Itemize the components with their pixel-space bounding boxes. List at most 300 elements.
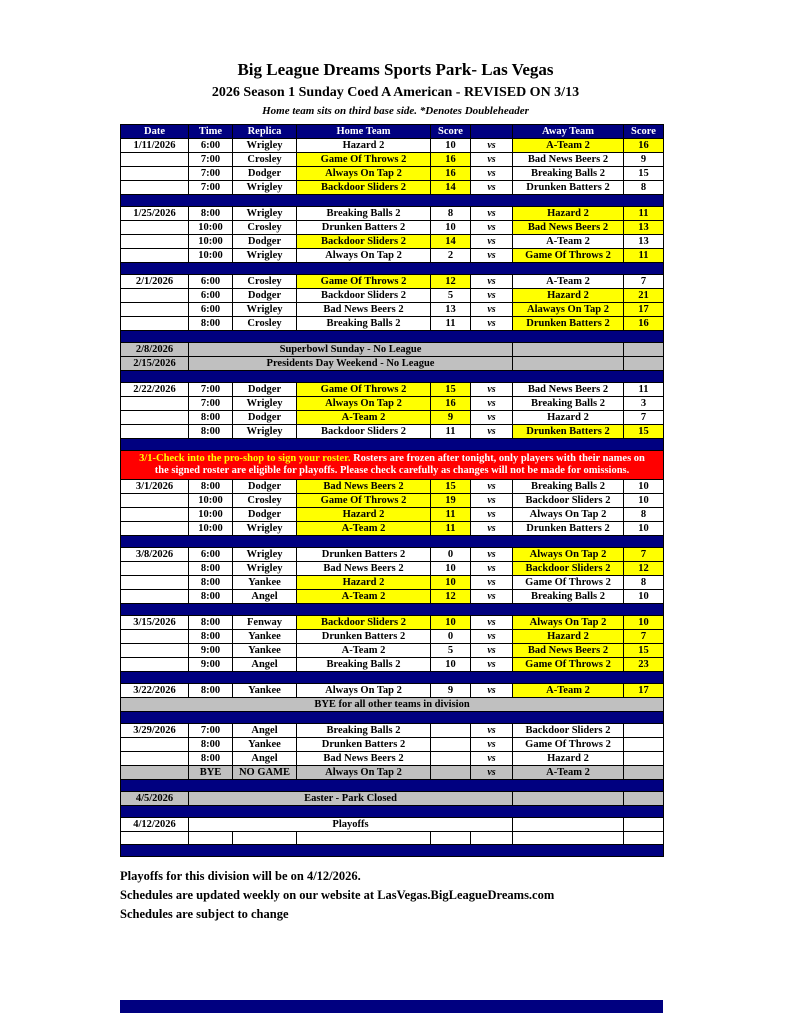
vs-cell: vs [471, 562, 513, 576]
time-cell: 8:00 [189, 630, 233, 644]
time-cell: 6:00 [189, 548, 233, 562]
game-row [121, 562, 664, 576]
date-cell: 1/11/2026 [121, 139, 189, 153]
home-score-cell [431, 832, 471, 845]
notice_full-row [121, 698, 664, 712]
date-cell: 3/1/2026 [121, 480, 189, 494]
date-cell [121, 181, 189, 195]
separator-bar [121, 845, 664, 857]
away-team-cell: Breaking Balls 2 [513, 397, 624, 411]
replica-cell: Yankee [233, 684, 297, 698]
header-away-score: Score [624, 125, 664, 139]
vs-cell: vs [471, 616, 513, 630]
game-row [121, 235, 664, 249]
game-row [121, 630, 664, 644]
away-score-cell: 17 [624, 303, 664, 317]
away-score-cell: 15 [624, 425, 664, 439]
date-cell: 2/22/2026 [121, 383, 189, 397]
home-team-cell: A-Team 2 [297, 411, 431, 425]
away-score-cell: 11 [624, 249, 664, 263]
away-team-cell: Bad News Beers 2 [513, 644, 624, 658]
home-score-cell: 11 [431, 425, 471, 439]
date-cell [121, 249, 189, 263]
vs-cell: vs [471, 249, 513, 263]
away-team-cell: A-Team 2 [513, 684, 624, 698]
away-score-cell: 10 [624, 616, 664, 630]
home-team-cell: Drunken Batters 2 [297, 548, 431, 562]
vs-cell: vs [471, 167, 513, 181]
home-team-cell: Drunken Batters 2 [297, 221, 431, 235]
away-score-cell: 7 [624, 411, 664, 425]
time-cell: 7:00 [189, 153, 233, 167]
home-score-cell: 8 [431, 207, 471, 221]
home-score-cell [431, 724, 471, 738]
separator-row [121, 712, 664, 724]
home-team-cell: Hazard 2 [297, 508, 431, 522]
away-score-cell: 13 [624, 235, 664, 249]
date-cell: 2/15/2026 [121, 357, 189, 371]
alert-highlight-text: 3/1-Check into the pro-shop to sign your roster. [139, 453, 354, 464]
notice-row [121, 818, 664, 832]
replica-cell: Crosley [233, 275, 297, 289]
header-home-score: Score [431, 125, 471, 139]
home-team-cell: Bad News Beers 2 [297, 752, 431, 766]
separator-bar [121, 536, 664, 548]
vs-cell: vs [471, 494, 513, 508]
away-score-cell: 8 [624, 508, 664, 522]
header-time: Time [189, 125, 233, 139]
away-team-cell: A-Team 2 [513, 235, 624, 249]
game-row [121, 766, 664, 780]
away-score-cell: 10 [624, 522, 664, 536]
time-cell: 8:00 [189, 616, 233, 630]
time-cell: 8:00 [189, 684, 233, 698]
home-score-cell: 13 [431, 303, 471, 317]
date-cell [121, 508, 189, 522]
replica-cell: Crosley [233, 153, 297, 167]
away-team-cell [513, 357, 624, 371]
table-header-row [121, 125, 664, 139]
date-cell [121, 630, 189, 644]
date-cell: 2/8/2026 [121, 343, 189, 357]
away-score-cell: 15 [624, 167, 664, 181]
vs-cell: vs [471, 724, 513, 738]
home-team-cell: Backdoor Sliders 2 [297, 289, 431, 303]
replica-cell: Yankee [233, 630, 297, 644]
home-team-cell: Always On Tap 2 [297, 766, 431, 780]
home-score-cell: 10 [431, 139, 471, 153]
date-cell [121, 590, 189, 604]
replica-cell: Wrigley [233, 249, 297, 263]
replica-cell: Wrigley [233, 303, 297, 317]
date-cell [121, 832, 189, 845]
vs-cell: vs [471, 576, 513, 590]
vs-cell: vs [471, 303, 513, 317]
away-score-cell: 3 [624, 397, 664, 411]
away-team-cell [513, 792, 624, 806]
game-row [121, 317, 664, 331]
home-team-cell: Backdoor Sliders 2 [297, 425, 431, 439]
vs-cell: vs [471, 684, 513, 698]
game-row [121, 181, 664, 195]
home-team-cell: Backdoor Sliders 2 [297, 616, 431, 630]
away-score-cell: 10 [624, 480, 664, 494]
away-team-cell: Game Of Throws 2 [513, 658, 624, 672]
home-score-cell: 15 [431, 480, 471, 494]
separator-row [121, 371, 664, 383]
home-team-cell: Bad News Beers 2 [297, 562, 431, 576]
replica-cell: Dodger [233, 289, 297, 303]
date-cell [121, 752, 189, 766]
time-cell: 6:00 [189, 303, 233, 317]
alert-body-text: Rosters are frozen after tonight, only players with their names on the signed roster are eligible for playoffs. Please check carefully as changes will not be made for omissions. [154, 453, 645, 476]
vs-cell: vs [471, 153, 513, 167]
replica-cell: Wrigley [233, 207, 297, 221]
home-score-cell: 11 [431, 508, 471, 522]
date-cell [121, 221, 189, 235]
notice-text-cell: BYE for all other teams in division [121, 698, 664, 712]
home-score-cell: 10 [431, 562, 471, 576]
home-team-cell: Breaking Balls 2 [297, 658, 431, 672]
replica-cell: Fenway [233, 616, 297, 630]
away-score-cell: 10 [624, 590, 664, 604]
away-team-cell: A-Team 2 [513, 139, 624, 153]
home-team-cell: Game Of Throws 2 [297, 153, 431, 167]
home-team-cell: Breaking Balls 2 [297, 207, 431, 221]
away-team-cell: Drunken Batters 2 [513, 317, 624, 331]
separator-row [121, 672, 664, 684]
vs-cell: vs [471, 411, 513, 425]
vs-cell: vs [471, 397, 513, 411]
date-cell [121, 562, 189, 576]
away-score-cell: 21 [624, 289, 664, 303]
away-score-cell: 7 [624, 275, 664, 289]
game-row [121, 494, 664, 508]
date-cell: 3/8/2026 [121, 548, 189, 562]
away-score-cell: 10 [624, 494, 664, 508]
home-team-cell: Bad News Beers 2 [297, 480, 431, 494]
header-vs [471, 125, 513, 139]
replica-cell: Dodger [233, 167, 297, 181]
replica-cell: Dodger [233, 480, 297, 494]
home-team-cell: Game Of Throws 2 [297, 275, 431, 289]
notice-text-cell: Presidents Day Weekend - No League [189, 357, 513, 371]
time-cell: 6:00 [189, 275, 233, 289]
game-row [121, 289, 664, 303]
alert-cell [121, 451, 664, 480]
away-team-cell [513, 818, 624, 832]
away-team-cell: Always On Tap 2 [513, 548, 624, 562]
time-cell: 8:00 [189, 576, 233, 590]
date-cell [121, 576, 189, 590]
away-team-cell: Backdoor Sliders 2 [513, 562, 624, 576]
schedule-table [120, 124, 664, 857]
away-team-cell: Game Of Throws 2 [513, 576, 624, 590]
home-score-cell: 10 [431, 221, 471, 235]
home-score-cell: 11 [431, 522, 471, 536]
separator-bar [121, 806, 664, 818]
page-subtitle: 2026 Season 1 Sunday Coed A American - REVISED ON 3/13 [211, 85, 580, 100]
away-score-cell: 16 [624, 317, 664, 331]
away-team-cell: Hazard 2 [513, 752, 624, 766]
away-score-cell: 7 [624, 630, 664, 644]
away-score-cell [624, 724, 664, 738]
vs-cell: vs [471, 181, 513, 195]
date-cell [121, 494, 189, 508]
vs-cell: vs [471, 644, 513, 658]
away-team-cell: Always On Tap 2 [513, 616, 624, 630]
home-score-cell: 14 [431, 181, 471, 195]
away-team-cell: Drunken Batters 2 [513, 181, 624, 195]
time-cell: 6:00 [189, 289, 233, 303]
game-row [121, 383, 664, 397]
separator-bar [121, 331, 664, 343]
away-team-cell: Breaking Balls 2 [513, 167, 624, 181]
game-row [121, 397, 664, 411]
date-cell: 2/1/2026 [121, 275, 189, 289]
date-cell [121, 766, 189, 780]
time-cell: 8:00 [189, 207, 233, 221]
date-cell [121, 522, 189, 536]
header-away-team: Away Team [513, 125, 624, 139]
vs-cell: vs [471, 383, 513, 397]
home-team-cell: Always On Tap 2 [297, 167, 431, 181]
date-cell: 1/25/2026 [121, 207, 189, 221]
time-cell: BYE [189, 766, 233, 780]
away-team-cell: Hazard 2 [513, 411, 624, 425]
header-replica: Replica [233, 125, 297, 139]
away-score-cell: 9 [624, 153, 664, 167]
notice-row [121, 357, 664, 371]
game-row [121, 249, 664, 263]
time-cell: 9:00 [189, 644, 233, 658]
home-team-cell: Drunken Batters 2 [297, 630, 431, 644]
home-team-cell: Backdoor Sliders 2 [297, 235, 431, 249]
separator-row [121, 195, 664, 207]
date-cell [121, 167, 189, 181]
notice-text-cell: Superbowl Sunday - No League [189, 343, 513, 357]
away-score-cell: 11 [624, 207, 664, 221]
vs-cell: vs [471, 630, 513, 644]
vs-cell: vs [471, 522, 513, 536]
game-row [121, 303, 664, 317]
game-row [121, 480, 664, 494]
game-row [121, 576, 664, 590]
header-home-team: Home Team [297, 125, 431, 139]
home-score-cell [431, 752, 471, 766]
home-team-cell: Game Of Throws 2 [297, 494, 431, 508]
vs-cell: vs [471, 275, 513, 289]
time-cell: 8:00 [189, 752, 233, 766]
home-team-cell: A-Team 2 [297, 590, 431, 604]
date-cell [121, 411, 189, 425]
away-team-cell: Always On Tap 2 [513, 508, 624, 522]
date-cell [121, 738, 189, 752]
replica-cell: Wrigley [233, 548, 297, 562]
home-score-cell [431, 766, 471, 780]
separator-bar [121, 263, 664, 275]
home-score-cell: 0 [431, 630, 471, 644]
away-score-cell [624, 738, 664, 752]
game-row [121, 548, 664, 562]
notice-row [121, 343, 664, 357]
away-score-cell [624, 357, 664, 371]
date-cell [121, 397, 189, 411]
notice-text-cell: Easter - Park Closed [189, 792, 513, 806]
separator-bar [121, 604, 664, 616]
time-cell: 8:00 [189, 738, 233, 752]
date-cell: 4/12/2026 [121, 818, 189, 832]
date-cell [121, 303, 189, 317]
time-cell [189, 832, 233, 845]
replica-cell [233, 832, 297, 845]
separator-row [121, 439, 664, 451]
game-row [121, 153, 664, 167]
time-cell: 8:00 [189, 317, 233, 331]
away-team-cell: Breaking Balls 2 [513, 590, 624, 604]
vs-cell: vs [471, 235, 513, 249]
date-cell [121, 235, 189, 249]
time-cell: 7:00 [189, 167, 233, 181]
game-row [121, 425, 664, 439]
away-score-cell [624, 792, 664, 806]
separator-bar [121, 371, 664, 383]
schedule-body [121, 139, 664, 857]
home-team-cell: Backdoor Sliders 2 [297, 181, 431, 195]
away-team-cell: Hazard 2 [513, 289, 624, 303]
time-cell: 7:00 [189, 383, 233, 397]
replica-cell: Crosley [233, 317, 297, 331]
time-cell: 7:00 [189, 397, 233, 411]
away-team-cell: Game Of Throws 2 [513, 249, 624, 263]
time-cell: 6:00 [189, 139, 233, 153]
empty-row [121, 832, 664, 845]
home-score-cell: 12 [431, 590, 471, 604]
home-team-cell: Drunken Batters 2 [297, 738, 431, 752]
home-team-cell: A-Team 2 [297, 522, 431, 536]
separator-row [121, 331, 664, 343]
home-score-cell: 10 [431, 616, 471, 630]
home-team-cell: Breaking Balls 2 [297, 317, 431, 331]
replica-cell: Crosley [233, 221, 297, 235]
away-team-cell: Breaking Balls 2 [513, 480, 624, 494]
home-score-cell: 5 [431, 289, 471, 303]
separator-bar [121, 712, 664, 724]
time-cell: 8:00 [189, 425, 233, 439]
away-score-cell: 11 [624, 383, 664, 397]
notice-text-cell: Playoffs [189, 818, 513, 832]
replica-cell: Dodger [233, 235, 297, 249]
date-cell [121, 317, 189, 331]
replica-cell: Wrigley [233, 522, 297, 536]
date-cell [121, 644, 189, 658]
game-row [121, 275, 664, 289]
away-score-cell [624, 832, 664, 845]
away-score-cell [624, 766, 664, 780]
away-team-cell [513, 832, 624, 845]
away-team-cell: Drunken Batters 2 [513, 425, 624, 439]
away-score-cell [624, 752, 664, 766]
away-team-cell: A-Team 2 [513, 275, 624, 289]
game-row [121, 522, 664, 536]
game-row [121, 724, 664, 738]
away-score-cell: 23 [624, 658, 664, 672]
home-score-cell: 10 [431, 576, 471, 590]
time-cell: 10:00 [189, 508, 233, 522]
away-team-cell: A-Team 2 [513, 766, 624, 780]
home-score-cell: 15 [431, 383, 471, 397]
time-cell: 7:00 [189, 724, 233, 738]
time-cell: 8:00 [189, 480, 233, 494]
away-score-cell [624, 818, 664, 832]
replica-cell: Wrigley [233, 425, 297, 439]
away-score-cell: 7 [624, 548, 664, 562]
home-score-cell: 16 [431, 397, 471, 411]
away-team-cell: Bad News Beers 2 [513, 221, 624, 235]
home-score-cell: 9 [431, 411, 471, 425]
footer-line-website: Schedules are updated weekly on our website at LasVegas.BigLeagueDreams.com [120, 888, 555, 902]
separator-row [121, 604, 664, 616]
vs-cell: vs [471, 425, 513, 439]
away-score-cell [624, 343, 664, 357]
separator-bar [121, 780, 664, 792]
away-team-cell: Drunken Batters 2 [513, 522, 624, 536]
vs-cell: vs [471, 139, 513, 153]
vs-cell: vs [471, 221, 513, 235]
away-score-cell: 15 [624, 644, 664, 658]
time-cell: 8:00 [189, 562, 233, 576]
vs-cell: vs [471, 207, 513, 221]
time-cell: 10:00 [189, 235, 233, 249]
game-row [121, 221, 664, 235]
home-team-cell: Bad News Beers 2 [297, 303, 431, 317]
away-score-cell: 8 [624, 181, 664, 195]
replica-cell: Wrigley [233, 139, 297, 153]
home-team-cell: Always On Tap 2 [297, 684, 431, 698]
away-score-cell: 12 [624, 562, 664, 576]
vs-cell [471, 832, 513, 845]
replica-cell: Wrigley [233, 181, 297, 195]
game-row [121, 508, 664, 522]
game-row [121, 658, 664, 672]
replica-cell: Wrigley [233, 562, 297, 576]
away-team-cell: Hazard 2 [513, 630, 624, 644]
away-team-cell: Hazard 2 [513, 207, 624, 221]
home-team-cell [297, 832, 431, 845]
notice-row [121, 792, 664, 806]
away-team-cell: Backdoor Sliders 2 [513, 724, 624, 738]
replica-cell: NO GAME [233, 766, 297, 780]
replica-cell: Crosley [233, 494, 297, 508]
vs-cell: vs [471, 658, 513, 672]
date-cell: 3/15/2026 [121, 616, 189, 630]
date-cell [121, 153, 189, 167]
home-score-cell: 2 [431, 249, 471, 263]
footer [120, 867, 791, 924]
time-cell: 10:00 [189, 249, 233, 263]
home-team-cell: Always On Tap 2 [297, 397, 431, 411]
replica-cell: Yankee [233, 576, 297, 590]
replica-cell: Dodger [233, 508, 297, 522]
home-score-cell: 11 [431, 317, 471, 331]
replica-cell: Angel [233, 752, 297, 766]
game-row [121, 738, 664, 752]
date-cell: 4/5/2026 [121, 792, 189, 806]
home-team-cell: Hazard 2 [297, 139, 431, 153]
alert-row [121, 451, 664, 480]
separator-row [121, 845, 664, 857]
game-row [121, 411, 664, 425]
